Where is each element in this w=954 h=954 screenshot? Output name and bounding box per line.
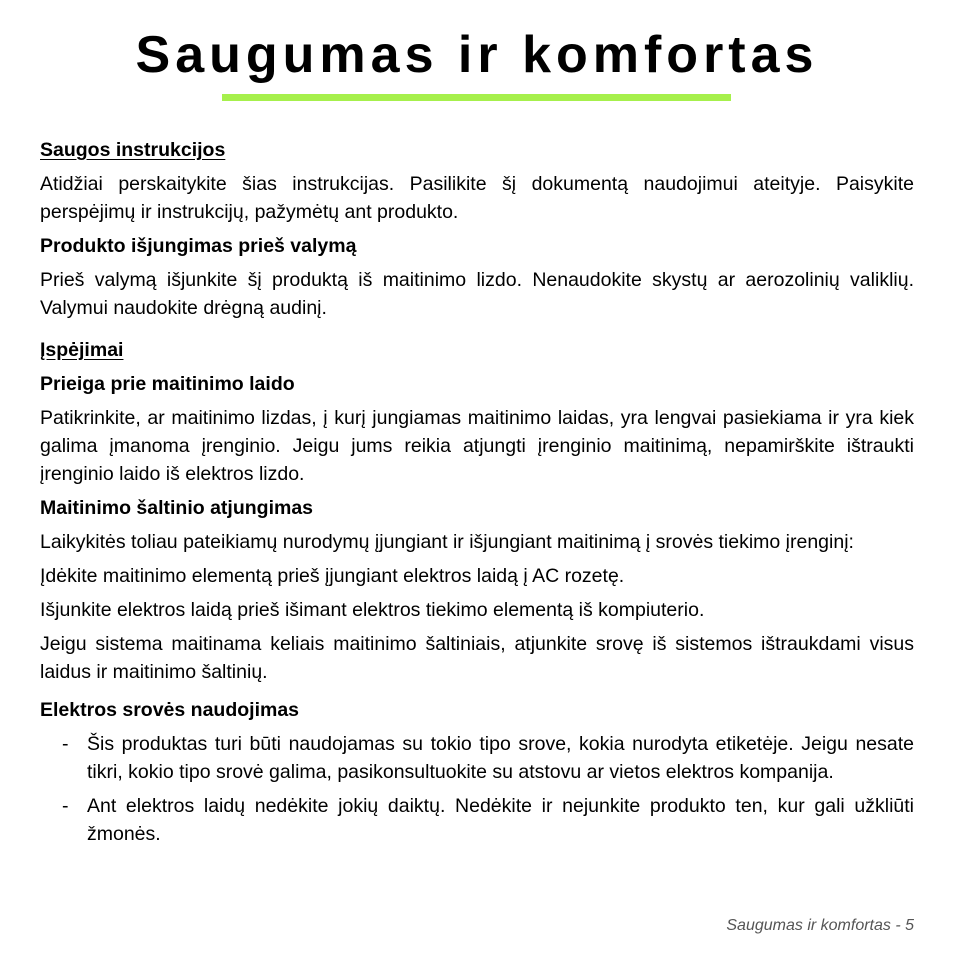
list-item-text: Ant elektros laidų nedėkite jokių daiktų. Nedėkite ir nejunkite produkto ten, kur gali užkliūti žmonės. — [87, 795, 914, 845]
disconnect-text-1: Laikykitės toliau pateikiamų nurodymų įjungiant ir išjungiant maitinimą į srovės tiekimo įrenginį: — [40, 531, 854, 553]
safety-heading: Saugos instrukcijos — [40, 139, 226, 161]
cleaning-text: Prieš valymą išjunkite šį produktą iš maitinimo lizdo. Nenaudokite skystų ar aerozolinių valiklių. Valymui naudokite drėgną audinį. — [40, 269, 914, 319]
cord-text: Patikrinkite, ar maitinimo lizdas, į kurį jungiamas maitinimo laidas, yra lengvai pasiekiama ir yra kiek galima įmanoma įrenginio. Jeigu jums reikia atjungti įrenginio maitinimą, nepamirškite ištraukti įrenginio laido iš elektros lizdo. — [40, 407, 914, 485]
disconnect-text-4: Jeigu sistema maitinama keliais maitinimo šaltiniais, atjunkite srovę iš sistemos ištraukdami visus laidus ir maitinimo šaltinių. — [40, 633, 914, 683]
cleaning-heading: Produkto išjungimas prieš valymą — [40, 235, 357, 257]
document-body — [40, 136, 914, 854]
cord-heading: Prieiga prie maitinimo laido — [40, 373, 295, 395]
disconnect-text-2: Įdėkite maitinimo elementą prieš įjungiant elektros laidą į AC rozetę. — [40, 565, 625, 587]
power-heading: Elektros srovės naudojimas — [40, 699, 300, 721]
bullet-dash: - — [62, 795, 69, 817]
list-item — [40, 730, 914, 786]
title-underline-bar — [222, 94, 731, 101]
warnings-heading: Įspėjimai — [40, 339, 124, 361]
disconnect-text-3: Išjunkite elektros laidą prieš išimant elektros tiekimo elementą iš kompiuterio. — [40, 599, 705, 621]
bullet-dash: - — [62, 733, 69, 755]
list-item — [40, 792, 914, 848]
safety-text: Atidžiai perskaitykite šias instrukcijas. Pasilikite šį dokumentą naudojimui ateityje. Paisykite perspėjimų ir instrukcijų, pažymėtų ant produkto. — [40, 173, 914, 223]
page-footer: Saugumas ir komfortas - 5 — [726, 917, 914, 934]
page-title: Saugumas ir komfortas — [135, 26, 819, 84]
list-item-text: Šis produktas turi būti naudojamas su tokio tipo srove, kokia nurodyta etiketėje. Jeigu nesate tikri, kokio tipo srovė galima, pasikonsultuokite su atstovu ar vietos elektros kompanija. — [87, 733, 914, 783]
disconnect-heading: Maitinimo šaltinio atjungimas — [40, 497, 314, 519]
power-bullet-list — [40, 730, 914, 848]
